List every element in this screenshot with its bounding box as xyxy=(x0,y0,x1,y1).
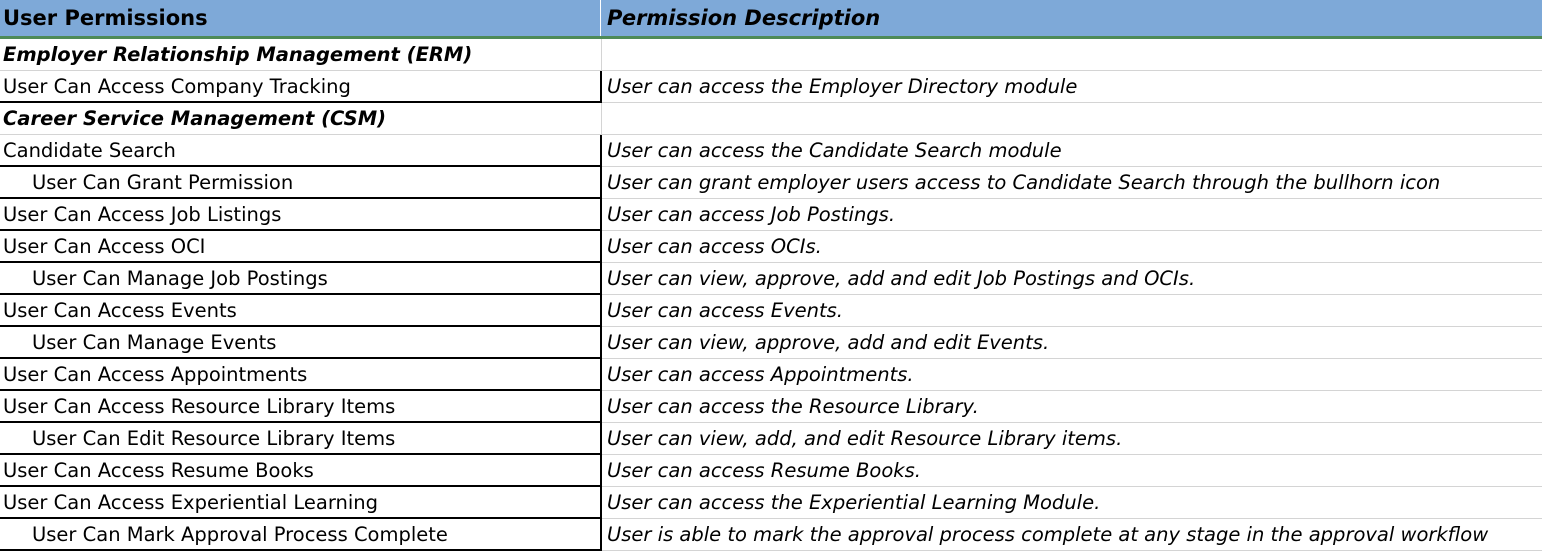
table-row xyxy=(0,167,1542,199)
permission-description-cell[interactable]: User can access the Experiential Learning Module. xyxy=(602,487,1542,519)
table-row xyxy=(0,231,1542,263)
permission-description-cell[interactable]: User can view, approve, add and edit Job Postings and OCIs. xyxy=(602,263,1542,295)
permission-rows xyxy=(0,39,1542,551)
permission-description-cell[interactable] xyxy=(602,39,1542,71)
permission-name-cell[interactable]: Candidate Search xyxy=(0,135,602,167)
permission-name-cell[interactable]: User Can Access Company Tracking xyxy=(0,71,602,103)
table-row xyxy=(0,391,1542,423)
table-row xyxy=(0,71,1542,103)
header-user-permissions[interactable]: User Permissions xyxy=(0,0,601,36)
permission-description-cell[interactable]: User can view, approve, add and edit Events. xyxy=(602,327,1542,359)
permission-name-cell[interactable]: User Can Access Appointments xyxy=(0,359,602,391)
permission-description-cell[interactable]: User can access Events. xyxy=(602,295,1542,327)
permission-name-cell[interactable]: User Can Access Job Listings xyxy=(0,199,602,231)
header-permission-description[interactable]: Permission Description xyxy=(607,6,881,30)
permission-name-cell[interactable]: User Can Grant Permission xyxy=(0,167,602,199)
header-row xyxy=(0,0,1542,39)
table-row xyxy=(0,263,1542,295)
permission-name-cell[interactable]: User Can Manage Events xyxy=(0,327,602,359)
table-row xyxy=(0,423,1542,455)
table-row xyxy=(0,455,1542,487)
permission-name-cell[interactable]: User Can Access Experiential Learning xyxy=(0,487,602,519)
table-row xyxy=(0,359,1542,391)
permission-name-cell[interactable]: User Can Manage Job Postings xyxy=(0,263,602,295)
table-row xyxy=(0,199,1542,231)
table-row xyxy=(0,295,1542,327)
permission-description-cell[interactable]: User can access OCIs. xyxy=(602,231,1542,263)
permission-description-cell[interactable] xyxy=(602,103,1542,135)
section-row xyxy=(0,39,1542,71)
permission-name-cell[interactable]: User Can Access OCI xyxy=(0,231,602,263)
permission-name-cell[interactable]: User Can Access Resume Books xyxy=(0,455,602,487)
table-row xyxy=(0,519,1542,551)
permission-name-cell[interactable]: User Can Access Events xyxy=(0,295,602,327)
table-row xyxy=(0,135,1542,167)
table-row xyxy=(0,327,1542,359)
permission-name-cell[interactable]: User Can Access Resource Library Items xyxy=(0,391,602,423)
permission-description-cell[interactable]: User can access Job Postings. xyxy=(602,199,1542,231)
table-row xyxy=(0,487,1542,519)
permission-description-cell[interactable]: User can access the Resource Library. xyxy=(602,391,1542,423)
permission-description-cell[interactable]: User can access Resume Books. xyxy=(602,455,1542,487)
permission-description-cell[interactable]: User can grant employer users access to Candidate Search through the bullhorn icon xyxy=(602,167,1542,199)
permission-name-cell[interactable]: User Can Mark Approval Process Complete xyxy=(0,519,602,551)
permission-description-cell[interactable]: User can view, add, and edit Resource Library items. xyxy=(602,423,1542,455)
section-title-cell[interactable]: Career Service Management (CSM) xyxy=(0,103,602,135)
permission-description-cell[interactable]: User can access Appointments. xyxy=(602,359,1542,391)
permission-description-cell[interactable]: User is able to mark the approval process complete at any stage in the approval workflow xyxy=(602,519,1542,551)
section-title-cell[interactable]: Employer Relationship Management (ERM) xyxy=(0,39,602,71)
permission-description-cell[interactable]: User can access the Candidate Search module xyxy=(602,135,1542,167)
permission-description-cell[interactable]: User can access the Employer Directory module xyxy=(602,71,1542,103)
section-row xyxy=(0,103,1542,135)
permission-name-cell[interactable]: User Can Edit Resource Library Items xyxy=(0,423,602,455)
